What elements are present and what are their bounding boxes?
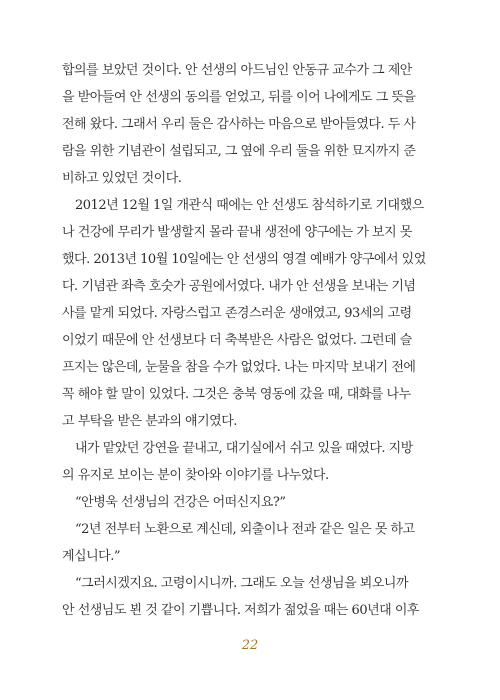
text-line: “2년 전부터 노환으로 계신데, 외출이나 전과 같은 일은 못 하고 [75,522,415,537]
text-line: 비하고 있었던 것이다. [62,171,182,186]
text-line: 다. 기념관 좌측 호숫가 공원에서였다. 내가 안 선생을 보내는 기념 [62,279,416,294]
paragraph-2 [62,192,444,435]
dialogue-answer [62,516,444,570]
text-line: 고 부탁을 받은 분과의 얘기였다. [62,414,237,429]
text-line: 꼭 해야 할 말이 있었다. 그것은 충북 영동에 갔을 때, 대화를 나누 [62,387,411,402]
text-line: “그러시겠지요. 고령이시니까. 그래도 오늘 선생님을 뵈오니까 [75,576,409,591]
dialogue-question [62,489,444,516]
text-line: 나 건강에 무리가 발생할지 몰라 끝내 생전에 양구에는 가 보지 못 [62,225,412,240]
paragraph-1 [62,57,444,192]
text-line: 을 받아들여 안 선생의 동의를 얻었고, 뒤를 이어 나에게도 그 뜻을 [62,90,416,105]
text-line: 람을 위한 기념관이 설립되고, 그 옆에 우리 둘을 위한 묘지까지 준 [62,144,416,159]
paragraph-3 [62,435,444,489]
text-line: 이었기 때문에 안 선생보다 더 축복받은 사람은 없었다. 그런데 슬 [62,333,412,348]
dialogue-reply [62,570,444,624]
text-line: “안병욱 선생님의 건강은 어떠신지요?” [75,495,286,510]
text-line: 계십니다.” [62,549,121,564]
text-line: 합의를 보았던 것이다. 안 선생의 아드님인 안동규 교수가 그 제안 [62,63,412,78]
text-line: 했다. 2013년 10월 10일에는 안 선생의 영결 예배가 양구에서 있었 [62,252,426,267]
body-text [62,57,444,624]
text-line: 프지는 않은데, 눈물을 참을 수가 없었다. 나는 마지막 보내기 전에 [62,360,416,375]
text-line: 안 선생님도 뵌 것 같이 기쁩니다. 저희가 젊었을 때는 60년대 이후 [62,603,419,618]
text-line: 전해 왔다. 그래서 우리 둘은 감사하는 마음으로 받아들였다. 두 사 [62,117,416,132]
text-line: 2012년 12월 1일 개관식 때에는 안 선생도 참석하기로 기대했으 [75,198,424,213]
page-number: 22 [241,638,259,653]
text-line: 의 유지로 보이는 분이 찾아와 이야기를 나누었다. [62,468,329,483]
text-line: 사를 맡게 되었다. 자랑스럽고 존경스러운 생애였고, 93세의 고령 [62,306,412,321]
text-line: 내가 맡았던 강연을 끝내고, 대기실에서 쉬고 있을 때였다. 지방 [75,441,413,456]
